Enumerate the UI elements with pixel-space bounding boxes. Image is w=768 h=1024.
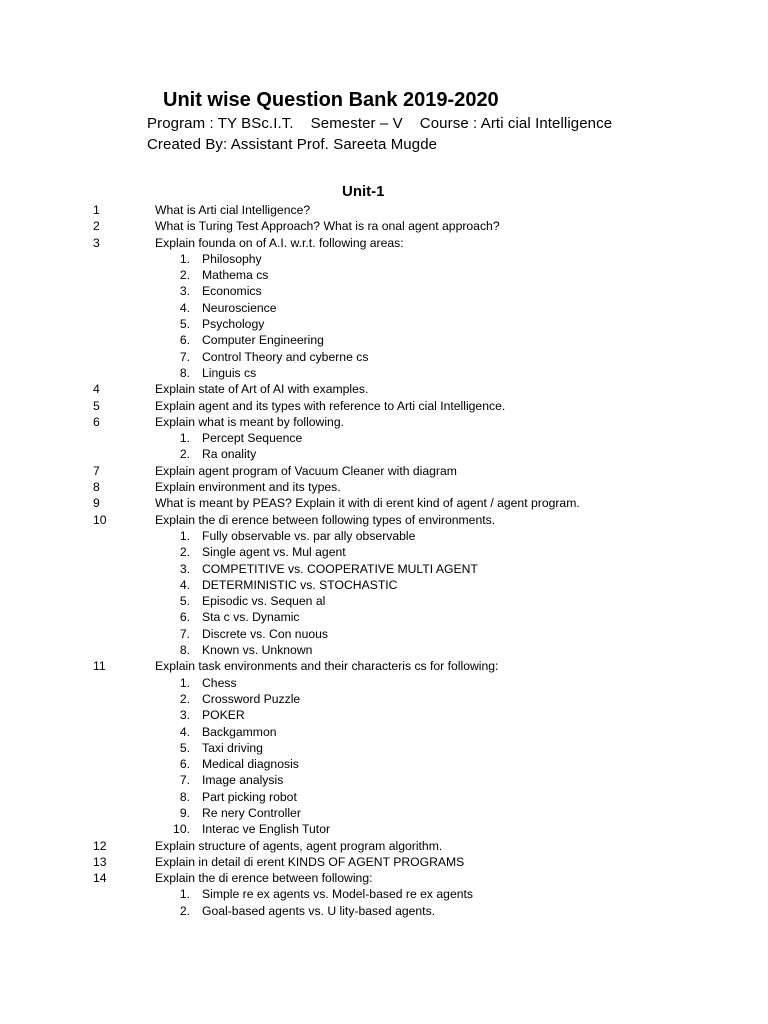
sub-item-number: 3. <box>179 561 190 576</box>
sub-item-number: 4. <box>179 577 190 592</box>
sub-item-row <box>0 903 768 919</box>
sub-item-number: 1. <box>179 431 190 446</box>
sub-item-row <box>0 675 768 691</box>
sub-item-row <box>0 283 768 299</box>
sub-item-number: 6. <box>179 610 190 625</box>
sub-item-text: COMPETITIVE vs. COOPERATIVE MULTI AGENT <box>202 561 478 576</box>
sub-item-number: 1. <box>179 887 190 902</box>
sub-item-row <box>0 707 768 723</box>
sub-item-number: 3. <box>179 708 190 723</box>
sub-item-number: 8. <box>179 365 190 380</box>
sub-item-row <box>0 577 768 593</box>
sub-item-text: Percept Sequence <box>202 431 303 446</box>
sub-item-row <box>0 609 768 625</box>
question-row <box>0 854 768 870</box>
sub-item-text: Chess <box>202 675 237 690</box>
sub-item-row <box>0 349 768 365</box>
question-number: 9 <box>93 496 100 511</box>
sub-item-row <box>0 805 768 821</box>
question-text: What is Turing Test Approach? What is ra onal agent approach? <box>155 219 500 234</box>
question-text: Explain agent and its types with reference to Arti cial Intelligence. <box>155 398 506 413</box>
question-number: 6 <box>93 414 100 429</box>
question-row <box>0 512 768 528</box>
sub-item-number: 1. <box>179 675 190 690</box>
question-number: 2 <box>93 219 100 234</box>
sub-item-number: 5. <box>179 594 190 609</box>
sub-item-number: 5. <box>179 740 190 755</box>
sub-item-number: 4. <box>179 724 190 739</box>
sub-item-row <box>0 251 768 267</box>
sub-item-text: Discrete vs. Con nuous <box>202 626 328 641</box>
sub-item-text: Known vs. Unknown <box>202 643 313 658</box>
question-row <box>0 838 768 854</box>
sub-item-row <box>0 365 768 381</box>
sub-item-text: Psychology <box>202 317 265 332</box>
sub-item-number: 7. <box>179 626 190 641</box>
question-list <box>0 202 768 919</box>
sub-item-row <box>0 626 768 642</box>
question-row <box>0 479 768 495</box>
sub-item-row <box>0 691 768 707</box>
question-row <box>0 381 768 397</box>
sub-item-row <box>0 724 768 740</box>
question-text: Explain structure of agents, agent program algorithm. <box>155 838 443 853</box>
sub-item-row <box>0 332 768 348</box>
question-row <box>0 495 768 511</box>
question-row <box>0 218 768 234</box>
sub-item-text: Re nery Controller <box>202 805 301 820</box>
sub-item-row <box>0 430 768 446</box>
sub-item-text: Ra onality <box>202 447 257 462</box>
question-text: Explain founda on of A.I. w.r.t. following areas: <box>155 235 404 250</box>
question-text: Explain what is meant by following. <box>155 414 345 429</box>
sub-item-text: Linguis cs <box>202 365 257 380</box>
sub-item-row <box>0 446 768 462</box>
question-number: 14 <box>93 871 107 886</box>
sub-item-text: Simple re ex agents vs. Model-based re ex agents <box>202 887 473 902</box>
question-text: What is meant by PEAS? Explain it with di erent kind of agent / agent program. <box>155 496 580 511</box>
sub-item-row <box>0 544 768 560</box>
question-row <box>0 414 768 430</box>
sub-item-number: 1. <box>179 528 190 543</box>
sub-item-text: Interac ve English Tutor <box>202 822 331 837</box>
sub-item-number: 2. <box>179 447 190 462</box>
question-text: Explain state of Art of AI with examples. <box>155 382 369 397</box>
sub-item-text: Neuroscience <box>202 300 277 315</box>
sub-item-text: Part picking robot <box>202 789 297 804</box>
question-text: Explain agent program of Vacuum Cleaner with diagram <box>155 463 457 478</box>
question-number: 4 <box>93 382 100 397</box>
sub-item-number: 10. <box>173 822 190 837</box>
sub-item-row <box>0 740 768 756</box>
question-number: 5 <box>93 398 100 413</box>
question-text: Explain the di erence between following types of environments. <box>155 512 496 527</box>
sub-item-text: Mathema cs <box>202 268 269 283</box>
sub-item-text: Episodic vs. Sequen al <box>202 594 326 609</box>
question-row <box>0 870 768 886</box>
question-number: 13 <box>93 854 107 869</box>
sub-item-row <box>0 561 768 577</box>
sub-item-text: Sta c vs. Dynamic <box>202 610 300 625</box>
question-number: 3 <box>93 235 100 250</box>
sub-item-text: Image analysis <box>202 773 284 788</box>
sub-item-number: 2. <box>179 268 190 283</box>
sub-item-text: DETERMINISTIC vs. STOCHASTIC <box>202 577 398 592</box>
sub-item-number: 6. <box>179 757 190 772</box>
question-number: 1 <box>93 203 100 217</box>
question-text: Explain in detail di erent KINDS OF AGENT PROGRAMS <box>155 854 465 869</box>
question-number: 7 <box>93 463 100 478</box>
sub-item-text: POKER <box>202 708 245 723</box>
sub-item-text: Economics <box>202 284 262 299</box>
sub-item-row <box>0 528 768 544</box>
sub-item-number: 2. <box>179 691 190 706</box>
sub-item-number: 2. <box>179 545 190 560</box>
sub-item-number: 2. <box>179 903 190 918</box>
sub-item-text: Computer Engineering <box>202 333 324 348</box>
sub-item-number: 3. <box>179 284 190 299</box>
sub-item-text: Medical diagnosis <box>202 757 299 772</box>
question-row <box>0 658 768 674</box>
question-row <box>0 235 768 251</box>
question-number: 8 <box>93 480 100 495</box>
question-text: What is Arti cial Intelligence? <box>155 203 311 217</box>
page-title: Unit wise Question Bank 2019-2020 <box>163 89 499 111</box>
sub-item-number: 7. <box>179 773 190 788</box>
question-text: Explain environment and its types. <box>155 480 341 495</box>
sub-item-row <box>0 886 768 902</box>
sub-item-number: 8. <box>179 643 190 658</box>
sub-item-number: 7. <box>179 349 190 364</box>
sub-item-text: Single agent vs. Mul agent <box>202 545 346 560</box>
question-row <box>0 398 768 414</box>
sub-item-number: 9. <box>179 805 190 820</box>
sub-item-text: Control Theory and cyberne cs <box>202 349 369 364</box>
sub-item-row <box>0 642 768 658</box>
question-number: 10 <box>93 512 107 527</box>
sub-item-row <box>0 772 768 788</box>
question-number: 11 <box>93 659 106 674</box>
sub-item-number: 6. <box>179 333 190 348</box>
sub-item-text: Philosophy <box>202 251 262 266</box>
sub-item-number: 1. <box>179 251 190 266</box>
sub-item-row <box>0 756 768 772</box>
sub-item-row <box>0 267 768 283</box>
sub-item-row <box>0 821 768 837</box>
question-text: Explain the di erence between following: <box>155 871 373 886</box>
sub-item-row <box>0 316 768 332</box>
sub-item-text: Taxi driving <box>202 740 263 755</box>
sub-item-text: Crossword Puzzle <box>202 691 301 706</box>
question-row <box>0 202 768 218</box>
question-row <box>0 463 768 479</box>
question-number: 12 <box>93 838 107 853</box>
sub-item-text: Backgammon <box>202 724 277 739</box>
created-by-line: Created By: Assistant Prof. Sareeta Mugde <box>147 136 438 153</box>
sub-item-row <box>0 593 768 609</box>
sub-item-number: 8. <box>179 789 190 804</box>
sub-item-row <box>0 300 768 316</box>
unit-heading: Unit-1 <box>342 183 385 200</box>
program-line: Program : TY BSc.I.T. Semester – V Course : Arti cial Intelligence <box>147 115 613 132</box>
sub-item-number: 4. <box>179 300 190 315</box>
question-text: Explain task environments and their characteris cs for following: <box>155 659 499 674</box>
sub-item-text: Fully observable vs. par ally observable <box>202 528 416 543</box>
sub-item-row <box>0 789 768 805</box>
sub-item-text: Goal-based agents vs. U lity-based agents. <box>202 903 436 918</box>
sub-item-number: 5. <box>179 317 190 332</box>
